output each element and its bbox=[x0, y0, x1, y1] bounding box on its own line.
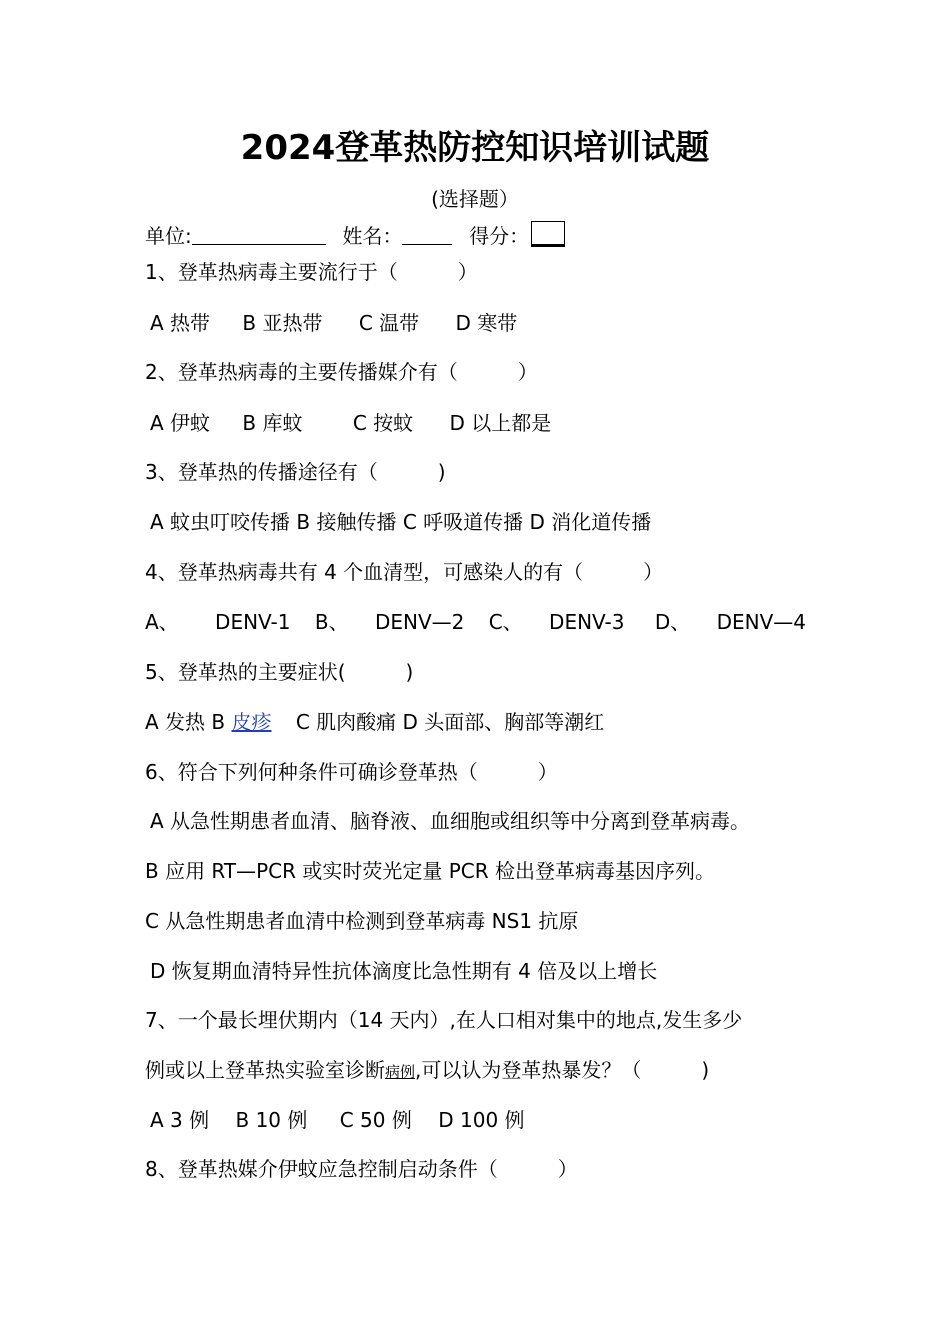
option-a: A 伊蚊 bbox=[150, 411, 211, 435]
question-1-stem: 1、登革热病毒主要流行于（ ） bbox=[145, 260, 478, 284]
question-5-stem: 5、登革热的主要症状( ) bbox=[145, 660, 414, 684]
question-7-stem: 7、一个最长埋伏期内（14 天内）,在人口相对集中的地点,发生多少 bbox=[145, 1008, 743, 1032]
option-d-value: DENV—4 bbox=[716, 610, 807, 634]
name-label: 姓名： bbox=[342, 224, 403, 248]
question-4-stem: 4、登革热病毒共有 4 个血清型，可感染人的有（ ） bbox=[145, 560, 664, 584]
option-a: A 3 例 bbox=[150, 1108, 210, 1132]
question-5-options bbox=[145, 707, 604, 737]
case-word: 病例 bbox=[385, 1063, 416, 1081]
option-c-value: DENV-3 bbox=[549, 610, 625, 634]
unit-blank bbox=[192, 222, 326, 245]
option-a-label: A、 bbox=[145, 610, 179, 634]
stem-part-2: ,可以认为登革热暴发？（ ) bbox=[415, 1058, 710, 1082]
option-d: D 以上都是 bbox=[449, 411, 552, 435]
page-subtitle: (选择题） bbox=[431, 187, 519, 211]
option-b: B 亚热带 bbox=[242, 311, 323, 335]
header-info-line bbox=[145, 221, 565, 251]
question-3-stem: 3、登革热的传播途径有（ ) bbox=[145, 460, 446, 484]
score-label: 得分： bbox=[469, 224, 530, 248]
score-box bbox=[531, 221, 565, 247]
name-blank bbox=[402, 222, 452, 245]
option-b-value: DENV—2 bbox=[374, 610, 465, 634]
page-title: 2024登革热防控知识培训试题 bbox=[240, 128, 710, 168]
option-a-b: A 发热 B bbox=[145, 710, 226, 734]
question-3-options: A 蚊虫叮咬传播 B 接触传播 C 呼吸道传播 D 消化道传播 bbox=[150, 510, 652, 534]
option-d: D 100 例 bbox=[438, 1108, 525, 1132]
question-8-stem: 8、登革热媒介伊蚊应急控制启动条件（ ） bbox=[145, 1157, 578, 1181]
question-7-stem-line2 bbox=[145, 1055, 709, 1087]
option-d: D 寒带 bbox=[455, 311, 518, 335]
unit-label: 单位: bbox=[145, 224, 192, 248]
question-7-options bbox=[150, 1105, 525, 1135]
option-a-value: DENV-1 bbox=[215, 610, 291, 634]
question-6-stem: 6、符合下列何种条件可确诊登革热（ ） bbox=[145, 760, 558, 784]
stem-part-1: 例或以上登革热实验室诊断 bbox=[145, 1058, 385, 1082]
option-a: A 热带 bbox=[150, 311, 211, 335]
question-6-option-c: C 从急性期患者血清中检测到登革病毒 NS1 抗原 bbox=[145, 909, 579, 933]
rash-link[interactable]: 皮疹 bbox=[231, 710, 272, 734]
question-2-options bbox=[150, 408, 551, 438]
option-c-d: C 肌肉酸痛 D 头面部、胸部等潮红 bbox=[295, 710, 605, 734]
question-1-options bbox=[150, 308, 517, 338]
option-c: C 按蚊 bbox=[352, 411, 414, 435]
option-c: C 温带 bbox=[358, 311, 420, 335]
option-b-label: B、 bbox=[314, 610, 349, 634]
question-6-option-b: B 应用 RT—PCR 或实时荧光定量 PCR 检出登革病毒基因序列。 bbox=[145, 859, 716, 883]
question-2-stem: 2、登革热病毒的主要传播媒介有（ ） bbox=[145, 360, 538, 384]
option-c: C 50 例 bbox=[339, 1108, 412, 1132]
option-d-label: D、 bbox=[654, 610, 691, 634]
question-6-option-a: A 从急性期患者血清、脑脊液、血细胞或组织等中分离到登革病毒。 bbox=[150, 809, 751, 833]
option-b: B 10 例 bbox=[235, 1108, 308, 1132]
question-6-option-d: D 恢复期血清特异性抗体滴度比急性期有 4 倍及以上增长 bbox=[150, 959, 658, 983]
question-4-options bbox=[145, 607, 806, 637]
option-b: B 库蚊 bbox=[242, 411, 303, 435]
option-c-label: C、 bbox=[488, 610, 523, 634]
